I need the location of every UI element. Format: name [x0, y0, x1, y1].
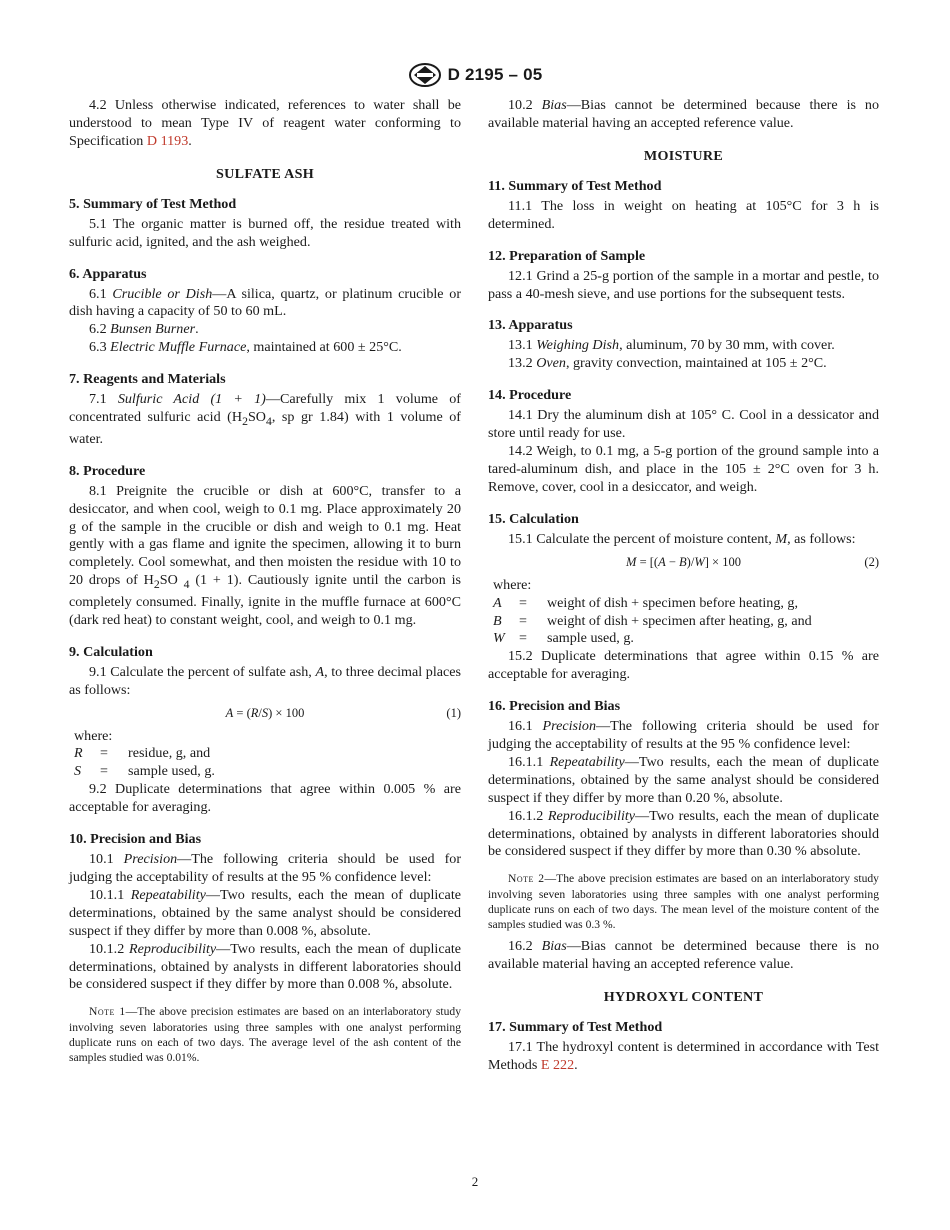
paragraph-9-1: 9.1 Calculate the percent of sulfate ash, A, to three decimal places as follows: — [69, 663, 461, 698]
heading-17: 17. Summary of Test Method — [488, 1019, 663, 1035]
heading-8: 8. Procedure — [69, 462, 146, 479]
definition-row: A = weight of dish + specimen before heating, g, — [493, 594, 798, 611]
paragraph-14-1: 14.1 Dry the aluminum dish at 105° C. Cool in a dessicator and store until ready for use. — [488, 407, 879, 442]
equation-1-expression: A = (R/S) × 100 — [225, 705, 305, 720]
paragraph-6-1: 6.1 Crucible or Dish—A silica, quartz, or platinum crucible or dish having a capacity of 50 to 60 mL. — [69, 285, 462, 320]
equation-2-number: (2) — [864, 554, 879, 569]
paragraph-4-2: 4.2 Unless otherwise indicated, references to water shall be understood to mean Type IV of reagent water conforming to Specification D 1193. — [69, 97, 461, 149]
page-header — [0, 62, 950, 88]
paragraph-11-1: 11.1 The loss in weight on heating at 105°C for 3 h is determined. — [488, 197, 879, 232]
paragraph-15-2: 15.2 Duplicate determinations that agree within 0.15 % are acceptable for averaging. — [488, 648, 879, 683]
heading-13: 13. Apparatus — [488, 317, 573, 334]
spec-d1193-link[interactable]: D 1193 — [146, 132, 189, 149]
paragraph-13-1: 13.1 Weighing Dish, aluminum, 70 by 30 mm, with cover. — [508, 337, 835, 354]
page-number: 2 — [471, 1174, 479, 1189]
equation-2-expression: M = [(A − B)/W] × 100 — [626, 554, 741, 569]
equation-1 — [69, 700, 461, 726]
paragraph-10-1-1: 10.1.1 Repeatability—Two results, each the mean of duplicate determinations, obtained by the same analyst should be considered suspect if they differ by more than 0.008 %, absolute. — [69, 886, 461, 939]
section-title-hydroxyl-content: HYDROXYL CONTENT — [603, 989, 764, 1005]
heading-9: 9. Calculation — [69, 643, 153, 660]
test-method-e222-link[interactable]: E 222 — [540, 1056, 575, 1073]
paragraph-13-2: 13.2 Oven, gravity convection, maintained at 105 ± 2°C. — [508, 355, 827, 372]
paragraph-10-2: 10.2 Bias—Bias cannot be determined because there is no available material having an accepted reference value. — [488, 97, 880, 131]
heading-16: 16. Precision and Bias — [488, 698, 621, 715]
heading-10: 10. Precision and Bias — [69, 831, 202, 848]
document-designation: D 2195 – 05 — [447, 65, 543, 84]
definition-row: S = sample used, g. — [74, 763, 215, 780]
where-label-2: where: — [493, 576, 532, 593]
paragraph-6-3: 6.3 Electric Muffle Furnace, maintained at 600 ± 25°C. — [89, 339, 402, 356]
paragraph-10-1-2: 10.1.2 Reproducibility—Two results, each the mean of duplicate determinations, obtained by analysts in different laboratories should be considered suspect if they differ by more than 0.008 %, absolute. — [69, 940, 461, 993]
paragraph-16-1-2: 16.1.2 Reproducibility—Two results, each the mean of duplicate determinations, obtained by analysts in different laboratories should be considered suspect if they differ by more than 0.30 % absolute. — [488, 807, 879, 860]
note-1: Note 1—The above precision estimates are based on an interlaboratory study involving seven laboratories using three samples with one analyst performing duplicate runs on each of two days. The average level of the ash content of the samples studied was 0.01%. — [69, 1005, 461, 1064]
paragraph-10-1: 10.1 Precision—The following criteria should be used for judging the acceptability of results at the 95 % confidence level: — [69, 851, 462, 885]
paragraph-9-2: 9.2 Duplicate determinations that agree within 0.005 % are acceptable for averaging. — [69, 781, 461, 816]
definition-row: W = sample used, g. — [493, 630, 634, 647]
paragraph-14-2: 14.2 Weigh, to 0.1 mg, a 5-g portion of the ground sample into a tared-aluminum dish, and place in the 105 ± 2°C oven for 3 h. Remove, cover, cool in a desiccator, and weigh. — [488, 443, 879, 495]
paragraph-16-2: 16.2 Bias—Bias cannot be determined because there is no available material having an accepted reference value. — [488, 938, 880, 973]
equation-1-number: (1) — [446, 705, 461, 720]
heading-5: 5. Summary of Test Method — [69, 195, 237, 212]
section-title-sulfate-ash: SULFATE ASH — [216, 165, 314, 182]
heading-7: 7. Reagents and Materials — [69, 371, 226, 388]
astm-logo-icon — [408, 62, 442, 88]
paragraph-7-1: 7.1 Sulfuric Acid (1 + 1)—Carefully mix 1 volume of concentrated sulfuric acid ($H_2SO_4$, sp gr 1.84) with 1 volume of water. — [69, 391, 461, 447]
heading-12: 12. Preparation of Sample — [488, 247, 646, 264]
paragraph-8-1: 8.1 Preignite the crucible or dish at 600°C, transfer to a desiccator, and when cool, weigh to 0.1 mg. Place approximately 20 g of the sample in the crucible or dish and weigh to 0.1 mg. Heat gently with a gas flame and ignite the specimen, allowing it to burn completely. Cool somewhat, and then moisten the residue with 10 to 20 drops of $H_2SO$ $_4$ (1 + 1). Cautiously ignite until the carbon is completely consumed. Finally, ignite in the muffle furnace at 600°C (dark red heat) to constant weight, cool, and weigh to 0.1 mg. — [69, 482, 462, 628]
paragraph-16-1-1: 16.1.1 Repeatability—Two results, each the mean of duplicate determinations, obtained by the same analyst should be considered suspect if they differ by more than 0.20 %, absolute. — [488, 753, 879, 806]
heading-6: 6. Apparatus — [69, 265, 147, 282]
right-column — [488, 97, 879, 1075]
definition-row: B = weight of dish + specimen after heating, g, and — [493, 612, 812, 629]
definition-row: R = residue, g, and — [74, 745, 211, 762]
left-column — [69, 97, 461, 1071]
paragraph-16-1: 16.1 Precision—The following criteria should be used for judging the acceptability of results at the 95 % confidence level: — [488, 718, 879, 753]
paragraph-12-1: 12.1 Grind a 25-g portion of the sample in a mortar and pestle, to pass a 40-mesh sieve, and use portions for the subsequent tests. — [488, 267, 879, 302]
paragraph-5-1: 5.1 The organic matter is burned off, the residue treated with sulfuric acid, ignited, and the ash weighed. — [69, 215, 461, 250]
paragraph-17-1: 17.1 The hydroxyl content is determined in accordance with Test Methods E 222. — [488, 1039, 879, 1073]
heading-14: 14. Procedure — [488, 387, 572, 404]
heading-15: 15. Calculation — [488, 510, 579, 527]
equation-2 — [488, 549, 879, 575]
note-2: Note 2—The above precision estimates are based on an interlaboratory study involving seven laboratories using three samples with one analyst performing duplicate runs on each of two days. The mean level of the moisture content of the samples studied was 0.3 %. — [488, 872, 879, 931]
paragraph-15-1: 15.1 Calculate the percent of moisture content, M, as follows: — [508, 530, 856, 547]
where-label-1: where: — [74, 727, 113, 744]
paragraph-6-2: 6.2 Bunsen Burner. — [89, 321, 199, 338]
heading-11: 11. Summary of Test Method — [488, 177, 662, 194]
section-title-moisture: MOISTURE — [643, 147, 724, 164]
